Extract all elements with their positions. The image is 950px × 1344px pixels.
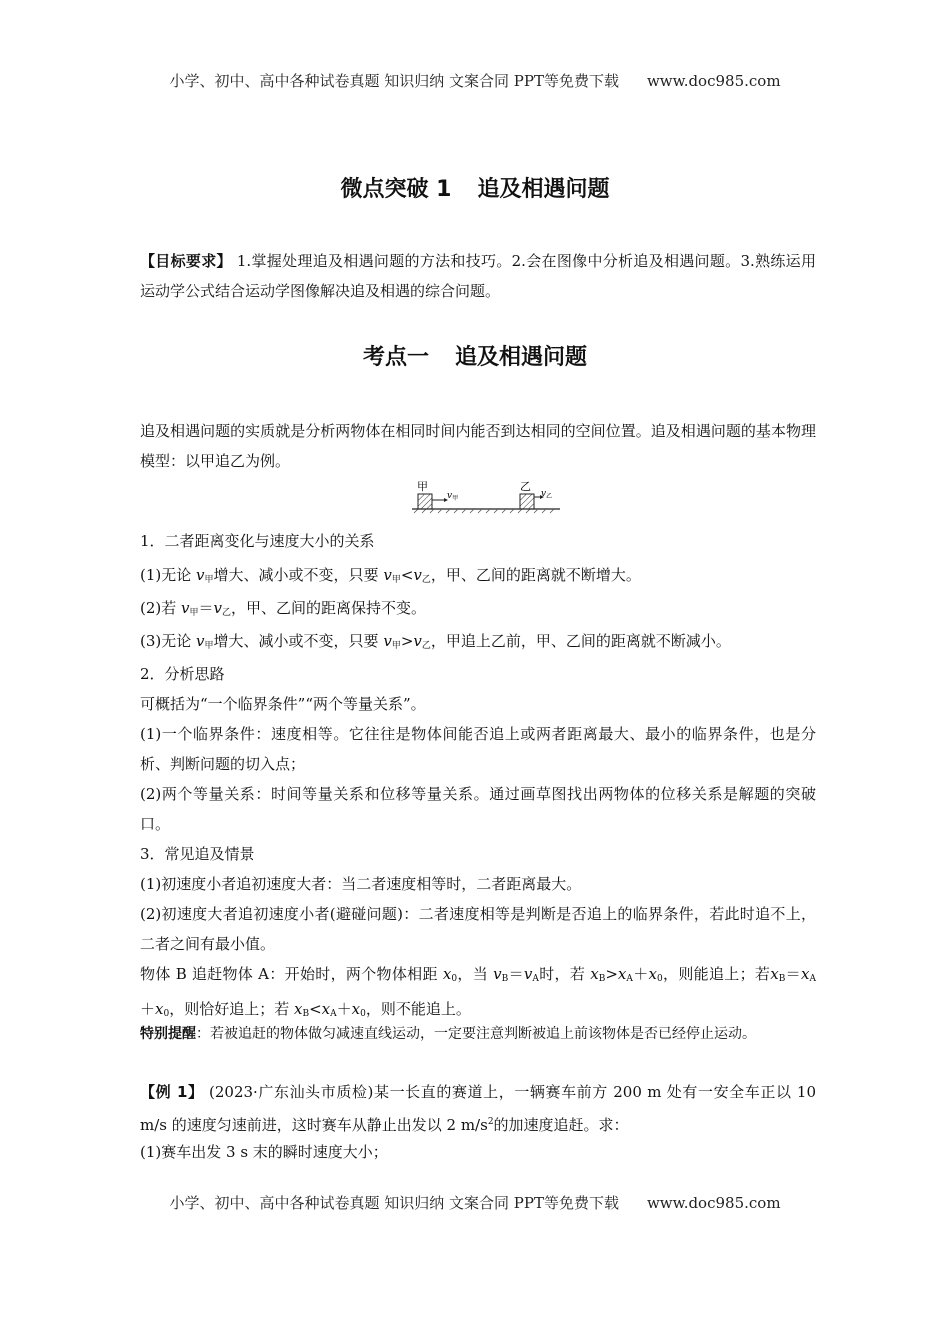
example-paragraph: 【例 1】 (2023·广东汕头市质检)某一长直的赛道上，一辆赛车前方 200 m 处有一安全车正以 10 m/s 的速度匀速前进，这时赛车从静止出发以 2 $m/s^2$的加速度追赶。求： xyxy=(140,1083,816,1134)
item3-heading: 3．常见追及情景 xyxy=(140,845,255,863)
example-source: (2023·广东汕头市质检) xyxy=(209,1083,374,1101)
block-yi xyxy=(520,494,534,509)
intro-paragraph: 追及相遇问题的实质就是分析两物体在相同时间内能否到达相同的空间位置。追及相遇问题的基本物理模型：以甲追乙为例。 xyxy=(140,422,816,470)
chase-diagram xyxy=(412,478,560,518)
example-label: 【例 1】 xyxy=(140,1083,204,1101)
block-jia xyxy=(418,494,432,509)
header-site: www.doc985.com xyxy=(646,72,781,90)
header-text: 小学、初中、高中各种试卷真题 知识归纳 文案合同 PPT等免费下载 xyxy=(169,72,619,90)
item2-summary: 可概括为“一个临界条件”“两个等量关系”。 xyxy=(140,695,426,713)
label-yi: 乙 xyxy=(520,480,531,493)
item1-heading: 1．二者距离变化与速度大小的关系 xyxy=(140,532,375,550)
example-q1: (1)赛车出发 3 s 末的瞬时速度大小； xyxy=(140,1143,388,1161)
tip-text: ：若被追赶的物体做匀减速直线运动，一定要注意判断被追上前该物体是否已经停止运动。 xyxy=(196,1026,756,1042)
page-footer xyxy=(0,1192,950,1213)
footer-text: 小学、初中、高中各种试卷真题 知识归纳 文案合同 PPT等免费下载 xyxy=(169,1194,619,1212)
item3-p1: (1)初速度小者追初速度大者：当二者速度相等时，二者距离最大。 xyxy=(140,875,582,893)
item1-case2: (2)若 $v_甲=v_乙$，甲、乙间的距离保持不变。 xyxy=(140,599,427,618)
tip-label: 特别提醒 xyxy=(140,1026,196,1042)
goal-text: 1.掌握处理追及相遇问题的方法和技巧。2.会在图像中分析追及相遇问题。3.熟练运用运动学公式结合运动学图像解决追及相遇的综合问题。 xyxy=(140,252,816,300)
tip-paragraph xyxy=(140,1019,816,1049)
page-header xyxy=(0,70,950,91)
item2-heading: 2．分析思路 xyxy=(140,665,225,683)
item3-ab: 物体 B 追赶物体 A：开始时，两个物体相距 $x_0$，当 $v_B=v_A$时，若 $x_B>x_A+x_0$，则能追上；若$x_B=x_A+x_0$，则恰好追上；若 $x_B<x_A+x_0$，则不能追上。 xyxy=(140,965,816,1019)
label-jia: 甲 xyxy=(417,480,428,493)
item3-p2: (2)初速度大者追初速度小者(避碰问题)：二者速度相等是判断是否追上的临界条件，若此时追不上，二者之间有最小值。 xyxy=(140,905,816,953)
footer-site: www.doc985.com xyxy=(646,1194,781,1212)
ground-line xyxy=(412,509,560,513)
item2-p1: (1)一个临界条件：速度相等。它往往是物体间能否追上或两者距离最大、最小的临界条件，也是分析、判断问题的切入点； xyxy=(140,725,816,773)
page-title: 微点突破 1 追及相遇问题 xyxy=(340,177,610,202)
v-yi-label: $v_乙$ xyxy=(541,489,553,500)
item1-case1: (1)无论 $v_甲$增大、减小或不变，只要 $v_甲<v_乙$，甲、乙间的距离就不断增大。 xyxy=(140,566,641,585)
v-jia-label: $v_甲$ xyxy=(447,491,459,502)
section-heading: 考点一 追及相遇问题 xyxy=(362,345,588,370)
goal-paragraph xyxy=(140,246,816,306)
item1-case3: (3)无论 $v_甲$增大、减小或不变，只要 $v_甲>v_乙$，甲追上乙前，甲、乙间的距离就不断减小。 xyxy=(140,632,731,651)
item2-p2: (2)两个等量关系：时间等量关系和位移等量关系。通过画草图找出两物体的位移关系是解题的突破口。 xyxy=(140,785,816,833)
goal-label: 【目标要求】 xyxy=(140,252,232,270)
